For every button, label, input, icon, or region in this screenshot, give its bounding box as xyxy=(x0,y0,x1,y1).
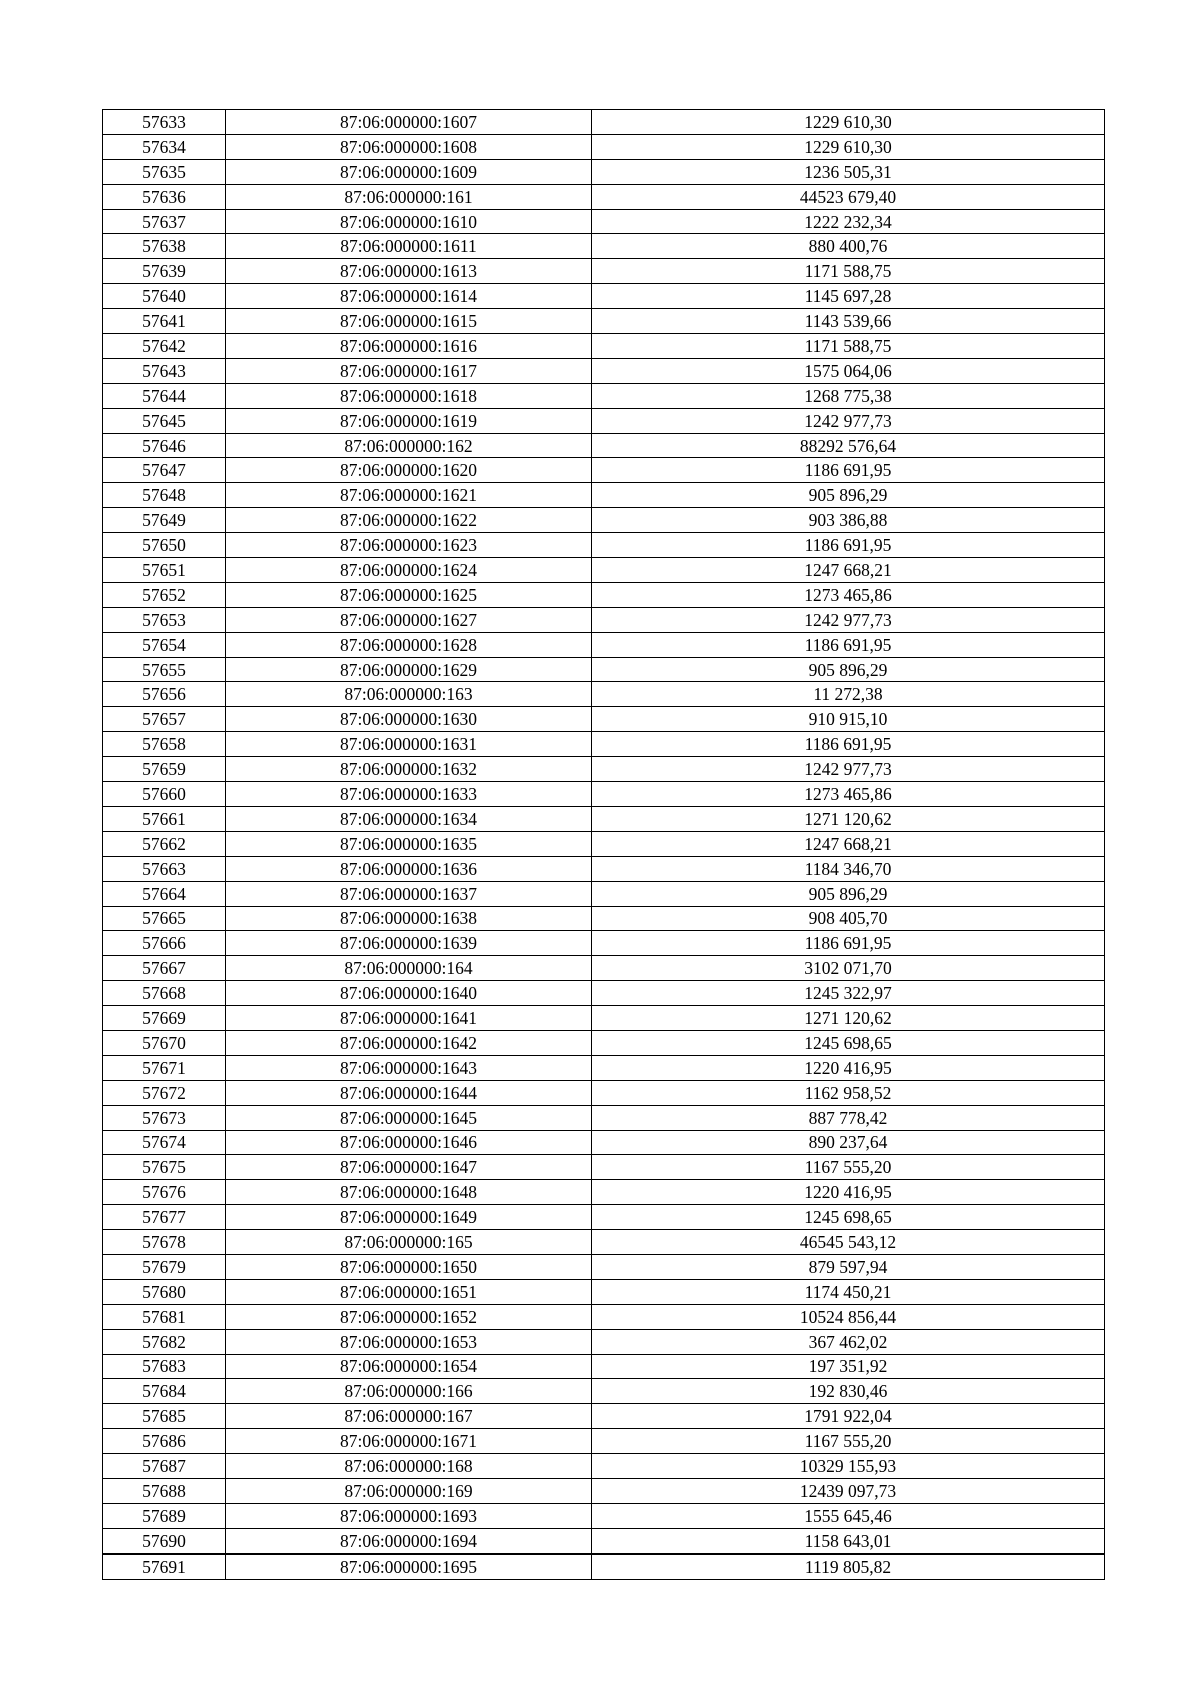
cadastral-number-cell: 87:06:000000:1617 xyxy=(226,358,592,383)
row-number-cell: 57644 xyxy=(103,383,226,408)
row-number-cell: 57690 xyxy=(103,1528,226,1553)
table-row xyxy=(103,209,1105,234)
cadastral-number-cell: 87:06:000000:1630 xyxy=(226,707,592,732)
cadastral-number-cell: 87:06:000000:1653 xyxy=(226,1329,592,1354)
row-number-cell: 57663 xyxy=(103,856,226,881)
cadastral-number-cell: 87:06:000000:1610 xyxy=(226,209,592,234)
cadastral-number-cell: 87:06:000000:1694 xyxy=(226,1528,592,1553)
cadastral-number-cell: 87:06:000000:164 xyxy=(226,956,592,981)
row-number-cell: 57662 xyxy=(103,831,226,856)
cadastral-value-cell: 1555 645,46 xyxy=(592,1503,1105,1528)
cadastral-value-cell: 88292 576,64 xyxy=(592,433,1105,458)
table-row xyxy=(103,134,1105,159)
cadastral-number-cell: 87:06:000000:1615 xyxy=(226,309,592,334)
table-row xyxy=(103,931,1105,956)
table-row xyxy=(103,358,1105,383)
cadastral-value-cell: 879 597,94 xyxy=(592,1254,1105,1279)
row-number-cell: 57633 xyxy=(103,110,226,135)
table-row xyxy=(103,1503,1105,1528)
cadastral-number-cell: 87:06:000000:1625 xyxy=(226,582,592,607)
cadastral-number-cell: 87:06:000000:1613 xyxy=(226,259,592,284)
cadastral-number-cell: 87:06:000000:1608 xyxy=(226,134,592,159)
cadastral-value-cell: 1171 588,75 xyxy=(592,259,1105,284)
cadastral-value-cell: 197 351,92 xyxy=(592,1354,1105,1379)
table-row xyxy=(103,558,1105,583)
table-row xyxy=(103,782,1105,807)
table-row xyxy=(103,757,1105,782)
cadastral-number-cell: 87:06:000000:1636 xyxy=(226,856,592,881)
row-number-cell: 57635 xyxy=(103,159,226,184)
cadastral-value-cell: 1245 322,97 xyxy=(592,981,1105,1006)
cadastral-value-cell: 1242 977,73 xyxy=(592,757,1105,782)
cadastral-number-cell: 87:06:000000:1652 xyxy=(226,1304,592,1329)
row-number-cell: 57652 xyxy=(103,582,226,607)
table-row xyxy=(103,408,1105,433)
table-row xyxy=(103,533,1105,558)
row-number-cell: 57689 xyxy=(103,1503,226,1528)
row-number-cell: 57668 xyxy=(103,981,226,1006)
cadastral-number-cell: 87:06:000000:1645 xyxy=(226,1105,592,1130)
cadastral-value-cell: 1186 691,95 xyxy=(592,732,1105,757)
cadastral-value-cell: 1184 346,70 xyxy=(592,856,1105,881)
row-number-cell: 57676 xyxy=(103,1180,226,1205)
cadastral-number-cell: 87:06:000000:1643 xyxy=(226,1055,592,1080)
cadastral-value-cell: 905 896,29 xyxy=(592,657,1105,682)
table-row xyxy=(103,1279,1105,1304)
cadastral-value-cell: 1791 922,04 xyxy=(592,1404,1105,1429)
cadastral-value-table xyxy=(102,109,1105,1580)
cadastral-value-cell: 10329 155,93 xyxy=(592,1454,1105,1479)
cadastral-number-cell: 87:06:000000:1632 xyxy=(226,757,592,782)
table-row xyxy=(103,956,1105,981)
cadastral-number-cell: 87:06:000000:1609 xyxy=(226,159,592,184)
table-row xyxy=(103,981,1105,1006)
table-row xyxy=(103,806,1105,831)
row-number-cell: 57673 xyxy=(103,1105,226,1130)
table-row xyxy=(103,881,1105,906)
row-number-cell: 57651 xyxy=(103,558,226,583)
cadastral-value-cell: 1236 505,31 xyxy=(592,159,1105,184)
row-number-cell: 57649 xyxy=(103,508,226,533)
cadastral-number-cell: 87:06:000000:1671 xyxy=(226,1429,592,1454)
row-number-cell: 57678 xyxy=(103,1230,226,1255)
cadastral-value-cell: 1247 668,21 xyxy=(592,558,1105,583)
cadastral-number-cell: 87:06:000000:167 xyxy=(226,1404,592,1429)
cadastral-number-cell: 87:06:000000:1616 xyxy=(226,334,592,359)
cadastral-number-cell: 87:06:000000:1648 xyxy=(226,1180,592,1205)
cadastral-number-cell: 87:06:000000:1650 xyxy=(226,1254,592,1279)
table-row xyxy=(103,383,1105,408)
cadastral-value-cell: 1271 120,62 xyxy=(592,806,1105,831)
cadastral-value-cell: 1222 232,34 xyxy=(592,209,1105,234)
cadastral-value-cell: 1229 610,30 xyxy=(592,110,1105,135)
row-number-cell: 57650 xyxy=(103,533,226,558)
cadastral-number-cell: 87:06:000000:1607 xyxy=(226,110,592,135)
cadastral-value-cell: 1220 416,95 xyxy=(592,1055,1105,1080)
table-row xyxy=(103,284,1105,309)
cadastral-value-cell: 11 272,38 xyxy=(592,682,1105,707)
table-row xyxy=(103,458,1105,483)
table-row xyxy=(103,682,1105,707)
cadastral-value-cell: 1268 775,38 xyxy=(592,383,1105,408)
cadastral-number-cell: 87:06:000000:1651 xyxy=(226,1279,592,1304)
cadastral-number-cell: 87:06:000000:1611 xyxy=(226,234,592,259)
cadastral-number-cell: 87:06:000000:168 xyxy=(226,1454,592,1479)
table-row xyxy=(103,1379,1105,1404)
cadastral-value-cell: 1186 691,95 xyxy=(592,533,1105,558)
cadastral-value-cell: 1186 691,95 xyxy=(592,931,1105,956)
table-row xyxy=(103,508,1105,533)
table-row xyxy=(103,1528,1105,1553)
cadastral-number-cell: 87:06:000000:1628 xyxy=(226,632,592,657)
row-number-cell: 57646 xyxy=(103,433,226,458)
cadastral-number-cell: 87:06:000000:1631 xyxy=(226,732,592,757)
cadastral-number-cell: 87:06:000000:1629 xyxy=(226,657,592,682)
cadastral-value-cell: 1273 465,86 xyxy=(592,782,1105,807)
cadastral-number-cell: 87:06:000000:1637 xyxy=(226,881,592,906)
row-number-cell: 57675 xyxy=(103,1155,226,1180)
row-number-cell: 57691 xyxy=(103,1554,226,1579)
cadastral-number-cell: 87:06:000000:1618 xyxy=(226,383,592,408)
cadastral-value-cell: 1186 691,95 xyxy=(592,632,1105,657)
table-row xyxy=(103,1105,1105,1130)
cadastral-value-cell: 905 896,29 xyxy=(592,881,1105,906)
table-row xyxy=(103,582,1105,607)
cadastral-value-cell: 3102 071,70 xyxy=(592,956,1105,981)
cadastral-number-cell: 87:06:000000:1649 xyxy=(226,1205,592,1230)
row-number-cell: 57642 xyxy=(103,334,226,359)
row-number-cell: 57685 xyxy=(103,1404,226,1429)
row-number-cell: 57661 xyxy=(103,806,226,831)
cadastral-value-cell: 1145 697,28 xyxy=(592,284,1105,309)
table-row xyxy=(103,1429,1105,1454)
row-number-cell: 57647 xyxy=(103,458,226,483)
row-number-cell: 57665 xyxy=(103,906,226,931)
cadastral-value-cell: 1245 698,65 xyxy=(592,1030,1105,1055)
table-row xyxy=(103,184,1105,209)
row-number-cell: 57681 xyxy=(103,1304,226,1329)
cadastral-value-cell: 887 778,42 xyxy=(592,1105,1105,1130)
cadastral-value-cell: 1143 539,66 xyxy=(592,309,1105,334)
cadastral-value-cell: 910 915,10 xyxy=(592,707,1105,732)
cadastral-value-cell: 1271 120,62 xyxy=(592,1006,1105,1031)
table-row xyxy=(103,1006,1105,1031)
cadastral-number-cell: 87:06:000000:1693 xyxy=(226,1503,592,1528)
table-row xyxy=(103,1030,1105,1055)
cadastral-value-cell: 1242 977,73 xyxy=(592,408,1105,433)
row-number-cell: 57677 xyxy=(103,1205,226,1230)
table-row xyxy=(103,334,1105,359)
cadastral-value-cell: 10524 856,44 xyxy=(592,1304,1105,1329)
row-number-cell: 57686 xyxy=(103,1429,226,1454)
row-number-cell: 57643 xyxy=(103,358,226,383)
table-row xyxy=(103,657,1105,682)
cadastral-number-cell: 87:06:000000:1619 xyxy=(226,408,592,433)
table-row xyxy=(103,483,1105,508)
row-number-cell: 57683 xyxy=(103,1354,226,1379)
cadastral-number-cell: 87:06:000000:1639 xyxy=(226,931,592,956)
row-number-cell: 57674 xyxy=(103,1130,226,1155)
cadastral-number-cell: 87:06:000000:1638 xyxy=(226,906,592,931)
cadastral-value-cell: 12439 097,73 xyxy=(592,1478,1105,1503)
table-row xyxy=(103,732,1105,757)
row-number-cell: 57684 xyxy=(103,1379,226,1404)
cadastral-value-cell: 367 462,02 xyxy=(592,1329,1105,1354)
cadastral-value-cell: 880 400,76 xyxy=(592,234,1105,259)
row-number-cell: 57648 xyxy=(103,483,226,508)
table-row xyxy=(103,607,1105,632)
table-row xyxy=(103,1130,1105,1155)
table-row xyxy=(103,1404,1105,1429)
row-number-cell: 57634 xyxy=(103,134,226,159)
table-row xyxy=(103,1205,1105,1230)
table-row xyxy=(103,433,1105,458)
row-number-cell: 57669 xyxy=(103,1006,226,1031)
row-number-cell: 57666 xyxy=(103,931,226,956)
table-row xyxy=(103,1454,1105,1479)
cadastral-number-cell: 87:06:000000:1633 xyxy=(226,782,592,807)
cadastral-number-cell: 87:06:000000:1695 xyxy=(226,1554,592,1579)
cadastral-value-cell: 192 830,46 xyxy=(592,1379,1105,1404)
table-row xyxy=(103,1180,1105,1205)
cadastral-number-cell: 87:06:000000:1641 xyxy=(226,1006,592,1031)
cadastral-value-cell: 1162 958,52 xyxy=(592,1080,1105,1105)
row-number-cell: 57687 xyxy=(103,1454,226,1479)
table-row xyxy=(103,110,1105,135)
table-row xyxy=(103,159,1105,184)
cadastral-number-cell: 87:06:000000:1654 xyxy=(226,1354,592,1379)
cadastral-number-cell: 87:06:000000:165 xyxy=(226,1230,592,1255)
cadastral-value-cell: 1229 610,30 xyxy=(592,134,1105,159)
cadastral-value-cell: 1186 691,95 xyxy=(592,458,1105,483)
table-row xyxy=(103,906,1105,931)
cadastral-number-cell: 87:06:000000:1620 xyxy=(226,458,592,483)
row-number-cell: 57640 xyxy=(103,284,226,309)
table-row xyxy=(103,1155,1105,1180)
row-number-cell: 57659 xyxy=(103,757,226,782)
row-number-cell: 57637 xyxy=(103,209,226,234)
row-number-cell: 57682 xyxy=(103,1329,226,1354)
row-number-cell: 57664 xyxy=(103,881,226,906)
table-body xyxy=(103,110,1105,1580)
table-row xyxy=(103,632,1105,657)
table-row xyxy=(103,856,1105,881)
cadastral-number-cell: 87:06:000000:1624 xyxy=(226,558,592,583)
row-number-cell: 57654 xyxy=(103,632,226,657)
table-row xyxy=(103,1554,1105,1579)
row-number-cell: 57636 xyxy=(103,184,226,209)
row-number-cell: 57688 xyxy=(103,1478,226,1503)
table-row xyxy=(103,1478,1105,1503)
table-row xyxy=(103,309,1105,334)
row-number-cell: 57657 xyxy=(103,707,226,732)
cadastral-value-cell: 1167 555,20 xyxy=(592,1429,1105,1454)
cadastral-number-cell: 87:06:000000:1627 xyxy=(226,607,592,632)
cadastral-number-cell: 87:06:000000:1644 xyxy=(226,1080,592,1105)
cadastral-value-cell: 1174 450,21 xyxy=(592,1279,1105,1304)
cadastral-number-cell: 87:06:000000:1622 xyxy=(226,508,592,533)
row-number-cell: 57641 xyxy=(103,309,226,334)
cadastral-number-cell: 87:06:000000:1621 xyxy=(226,483,592,508)
cadastral-number-cell: 87:06:000000:161 xyxy=(226,184,592,209)
table-row xyxy=(103,234,1105,259)
cadastral-number-cell: 87:06:000000:1634 xyxy=(226,806,592,831)
cadastral-number-cell: 87:06:000000:166 xyxy=(226,1379,592,1404)
row-number-cell: 57656 xyxy=(103,682,226,707)
cadastral-value-cell: 1171 588,75 xyxy=(592,334,1105,359)
row-number-cell: 57658 xyxy=(103,732,226,757)
row-number-cell: 57655 xyxy=(103,657,226,682)
cadastral-number-cell: 87:06:000000:1623 xyxy=(226,533,592,558)
cadastral-number-cell: 87:06:000000:169 xyxy=(226,1478,592,1503)
cadastral-value-cell: 44523 679,40 xyxy=(592,184,1105,209)
table-row xyxy=(103,1055,1105,1080)
table-row xyxy=(103,1080,1105,1105)
table-row xyxy=(103,1354,1105,1379)
cadastral-value-cell: 1245 698,65 xyxy=(592,1205,1105,1230)
row-number-cell: 57645 xyxy=(103,408,226,433)
row-number-cell: 57653 xyxy=(103,607,226,632)
cadastral-value-cell: 1273 465,86 xyxy=(592,582,1105,607)
cadastral-value-cell: 1220 416,95 xyxy=(592,1180,1105,1205)
table-row xyxy=(103,1254,1105,1279)
table-row xyxy=(103,1329,1105,1354)
cadastral-value-cell: 890 237,64 xyxy=(592,1130,1105,1155)
row-number-cell: 57667 xyxy=(103,956,226,981)
cadastral-number-cell: 87:06:000000:1647 xyxy=(226,1155,592,1180)
table-row xyxy=(103,1230,1105,1255)
row-number-cell: 57672 xyxy=(103,1080,226,1105)
cadastral-number-cell: 87:06:000000:1614 xyxy=(226,284,592,309)
cadastral-value-cell: 1119 805,82 xyxy=(592,1554,1105,1579)
row-number-cell: 57680 xyxy=(103,1279,226,1304)
cadastral-number-cell: 87:06:000000:1635 xyxy=(226,831,592,856)
table-row xyxy=(103,259,1105,284)
cadastral-value-cell: 1158 643,01 xyxy=(592,1528,1105,1553)
row-number-cell: 57670 xyxy=(103,1030,226,1055)
cadastral-number-cell: 87:06:000000:1642 xyxy=(226,1030,592,1055)
cadastral-value-cell: 1247 668,21 xyxy=(592,831,1105,856)
table-row xyxy=(103,831,1105,856)
row-number-cell: 57679 xyxy=(103,1254,226,1279)
table-row xyxy=(103,707,1105,732)
cadastral-value-cell: 903 386,88 xyxy=(592,508,1105,533)
cadastral-number-cell: 87:06:000000:162 xyxy=(226,433,592,458)
row-number-cell: 57639 xyxy=(103,259,226,284)
cadastral-number-cell: 87:06:000000:1640 xyxy=(226,981,592,1006)
cadastral-number-cell: 87:06:000000:163 xyxy=(226,682,592,707)
row-number-cell: 57660 xyxy=(103,782,226,807)
cadastral-value-cell: 1242 977,73 xyxy=(592,607,1105,632)
cadastral-value-cell: 1167 555,20 xyxy=(592,1155,1105,1180)
cadastral-value-cell: 908 405,70 xyxy=(592,906,1105,931)
cadastral-value-cell: 46545 543,12 xyxy=(592,1230,1105,1255)
row-number-cell: 57638 xyxy=(103,234,226,259)
row-number-cell: 57671 xyxy=(103,1055,226,1080)
cadastral-number-cell: 87:06:000000:1646 xyxy=(226,1130,592,1155)
table-row xyxy=(103,1304,1105,1329)
cadastral-value-cell: 905 896,29 xyxy=(592,483,1105,508)
cadastral-value-cell: 1575 064,06 xyxy=(592,358,1105,383)
